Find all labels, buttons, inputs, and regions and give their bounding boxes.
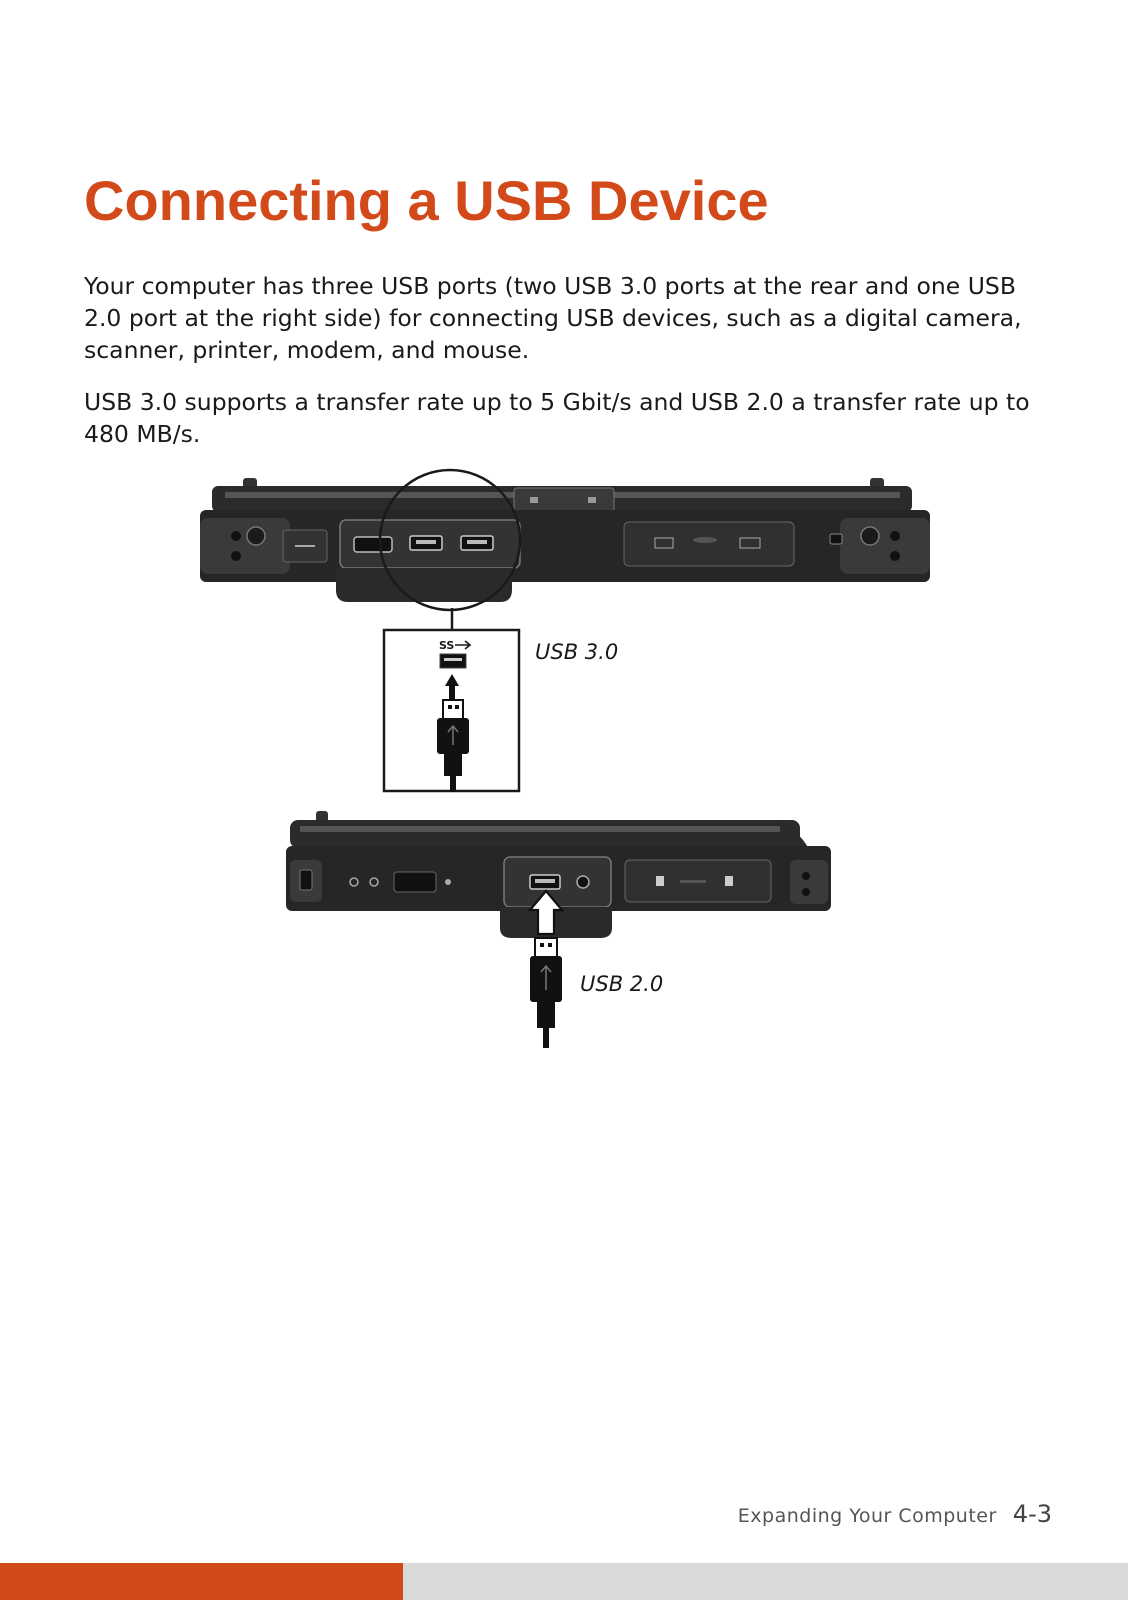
usb3-caption: USB 3.0 xyxy=(535,640,619,664)
footer-grey-bar xyxy=(403,1563,1128,1600)
footer-accent-bar xyxy=(0,1563,403,1600)
intro-paragraph: Your computer has three USB ports (two USB 3.0 ports at the rear and one USB 2.0 port at the right side) for connecting USB devices, such as a digital camera, scanner, printer, modem, and mouse. xyxy=(84,272,1022,364)
footer-section-title: Expanding Your Computer xyxy=(737,1505,997,1527)
usb2-cable-plug xyxy=(530,938,562,1048)
page-number: 4-3 xyxy=(1012,1500,1052,1528)
laptop-side-view xyxy=(286,811,831,938)
svg-text:SS: SS xyxy=(439,639,455,652)
transfer-rate-paragraph: USB 3.0 supports a transfer rate up to 5 Gbit/s and USB 2.0 a transfer rate up to 480 MB/s. xyxy=(84,388,1030,448)
page-title: Connecting a USB Device xyxy=(84,169,769,232)
usb2-caption: USB 2.0 xyxy=(580,972,664,996)
laptop-rear-view xyxy=(200,470,930,610)
page-footer xyxy=(738,1500,1052,1528)
